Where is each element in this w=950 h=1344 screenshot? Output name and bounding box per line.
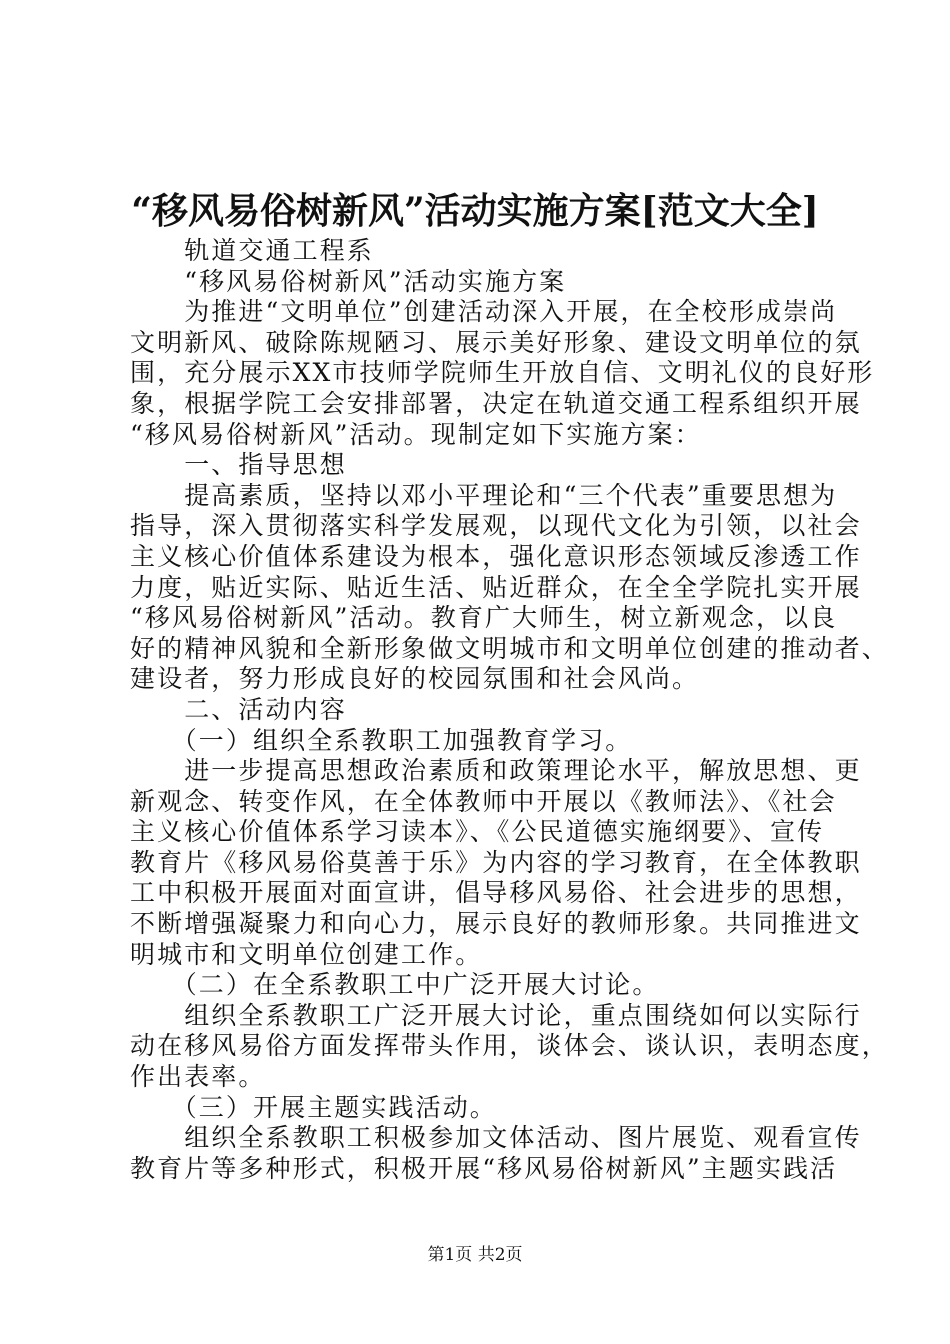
body-line: 新观念、转变作风，在全体教师中开展以《教师法》、《社会: [130, 786, 837, 816]
body-line: 轨道交通工程系: [130, 236, 374, 265]
body-line: （二）在全系教职工中广泛开展大讨论。: [130, 970, 660, 1000]
body-line: 为推进“文明单位”创建活动深入开展，在全校形成崇尚: [130, 297, 838, 327]
body-line: 好的精神风貌和全新形象做文明城市和文明单位创建的推动者、: [130, 633, 889, 663]
body-line: “移风易俗树新风”活动实施方案: [130, 266, 567, 296]
body-line: 主义核心价值体系建设为根本，强化意识形态领域反渗透工作: [130, 541, 862, 571]
body-line: 作出表率。: [130, 1062, 266, 1092]
body-line: “移风易俗树新风”活动。教育广大师生，树立新观念，以良: [130, 603, 838, 633]
body-line: 组织全系教职工广泛开展大讨论，重点围绕如何以实际行: [130, 1000, 862, 1030]
body-line: 一、指导思想: [130, 450, 347, 480]
body-line: 教育片等多种形式，积极开展“移风易俗树新风”主题实践活: [130, 1153, 838, 1183]
body-line: （三）开展主题实践活动。: [130, 1092, 497, 1122]
body-line: 组织全系教职工积极参加文体活动、图片展览、观看宣传: [130, 1123, 862, 1153]
body-line: 动在移风易俗方面发挥带头作用，谈体会、谈认识，表明态度，: [130, 1031, 889, 1061]
body-line: 二、活动内容: [130, 694, 347, 724]
document-title: “移风易俗树新风”活动实施方案[范文大全]: [131, 190, 819, 232]
body-line: 指导，深入贯彻落实科学发展观，以现代文化为引领，以社会: [130, 511, 862, 541]
body-line: 围，充分展示XX市技师学院师生开放自信、文明礼仪的良好形: [130, 358, 875, 388]
body-line: 建设者，努力形成良好的校园氛围和社会风尚。: [130, 664, 700, 694]
body-line: 文明新风、破除陈规陋习、展示美好形象、建设文明单位的氛: [130, 327, 862, 357]
body-line: 工中积极开展面对面宣讲，倡导移风易俗、社会进步的思想，: [130, 878, 862, 908]
page-footer: 第1页 共2页: [427, 1245, 523, 1265]
body-line: “移风易俗树新风”活动。现制定如下实施方案：: [130, 419, 702, 449]
body-line: 教育片《移风易俗莫善于乐》为内容的学习教育，在全体教职: [130, 847, 862, 877]
body-line: （一）组织全系教职工加强教育学习。: [130, 725, 633, 755]
body-line: 不断增强凝聚力和向心力，展示良好的教师形象。共同推进文: [130, 909, 862, 939]
body-line: 主义核心价值体系学习读本》、《公民道德实施纲要》、宣传: [130, 817, 825, 847]
body-line: 进一步提高思想政治素质和政策理论水平，解放思想、更: [130, 756, 862, 786]
body-line: 象，根据学院工会安排部署，决定在轨道交通工程系组织开展: [130, 388, 862, 418]
document-body: [130, 236, 889, 1184]
body-line: 明城市和文明单位创建工作。: [130, 939, 483, 969]
body-line: 力度，贴近实际、贴近生活、贴近群众，在全全学院扎实开展: [130, 572, 862, 602]
body-line: 提高素质，坚持以邓小平理论和“三个代表”重要思想为: [130, 480, 838, 510]
